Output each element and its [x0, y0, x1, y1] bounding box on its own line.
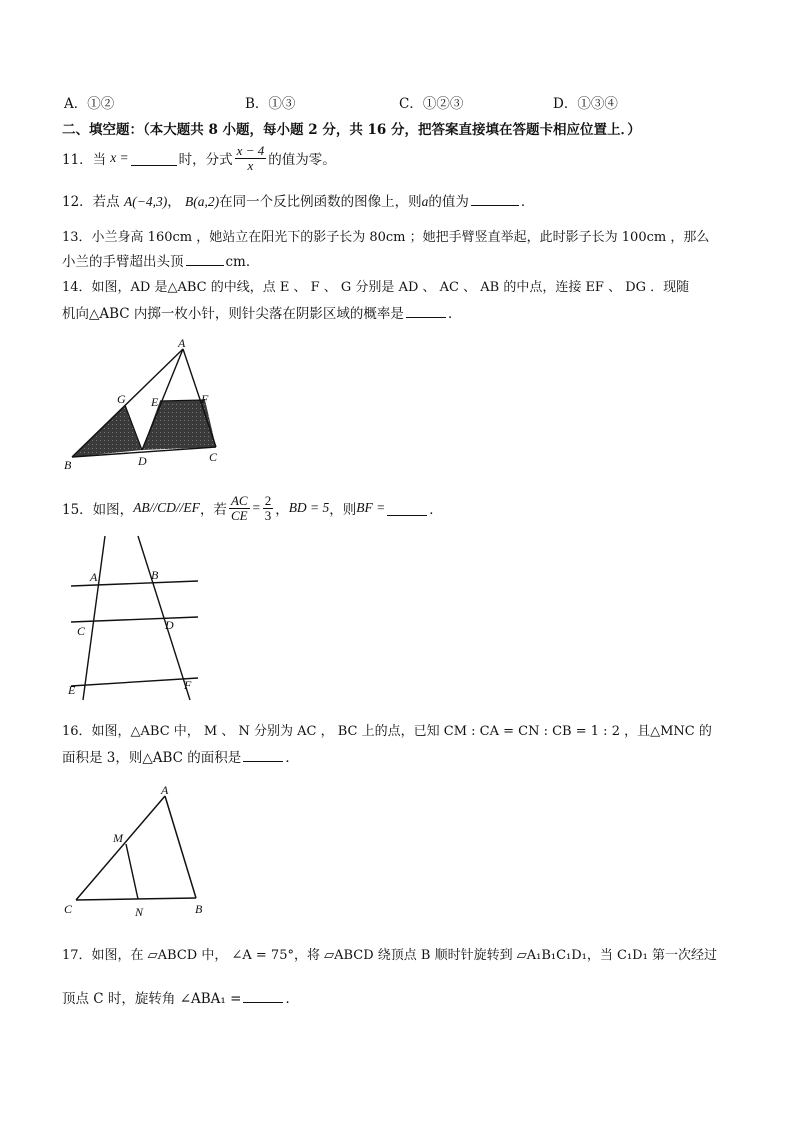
- q11-num: 11．当: [62, 152, 107, 168]
- choice-d: D．①③④: [553, 96, 618, 112]
- q13-line1: 13．小兰身高 160cm ，她站立在阳光下的影子长为 80cm ；她把手臂竖直举起，此时影子长为 100cm ，那么: [62, 230, 710, 245]
- q14-blank[interactable]: [406, 303, 446, 318]
- q15-text3: ，: [275, 502, 289, 518]
- q15-eq: =: [251, 500, 261, 515]
- label-f: F: [184, 678, 192, 692]
- q15-bf: BF =: [356, 500, 386, 515]
- q14-figure: [55, 335, 235, 475]
- q12-text1: 12．若点: [62, 194, 120, 210]
- q16-figure: [58, 778, 218, 923]
- question-12: [62, 190, 534, 210]
- side-cb: [76, 898, 196, 900]
- q11-frac-num: x − 4: [236, 142, 265, 158]
- q15-fraction: [229, 494, 250, 523]
- q11-frac-den: x: [247, 157, 254, 173]
- q11-fraction: [235, 144, 267, 173]
- label-e: E: [151, 395, 159, 409]
- section-heading: 二、填空题：（本大题共 8 小题，每小题 2 分，共 16 分，把答案直接填在答题卡相应位置上．）: [62, 122, 641, 138]
- q15-text2: ，若: [199, 502, 227, 518]
- q12-text2: 在同一个反比例函数的图像上，则: [219, 194, 422, 210]
- q12-point-a: A(−4,3): [123, 194, 168, 209]
- q15-frac-num: AC: [230, 492, 248, 508]
- q16-line1: 16．如图，△ABC 中， M 、 N 分别为 AC ， BC 上的点，已知 CM : CA = CN : CB = 1 : 2 ，且△MNC 的: [62, 724, 712, 739]
- q12-text3: 的值为: [428, 194, 469, 210]
- question-15: [62, 488, 443, 528]
- side-ab: [165, 796, 196, 898]
- q13-line2: [62, 250, 259, 270]
- label-a: A: [90, 570, 98, 584]
- label-f: F: [201, 392, 209, 406]
- q14-line2: [62, 302, 461, 322]
- q15-text4: ，则: [329, 502, 357, 518]
- q13-line2a: 小兰的手臂超出头顶: [62, 254, 184, 270]
- q15-ratio-den: 3: [264, 507, 272, 523]
- line-ef: [71, 678, 198, 686]
- q14-line1: 14．如图，AD 是△ABC 的中线，点 E 、 F 、 G 分别是 AD 、 AC 、 AB 的中点，连接 EF 、 DG ．现随: [62, 280, 690, 295]
- label-c: C: [209, 450, 218, 464]
- q13-blank[interactable]: [186, 251, 224, 266]
- label-c: C: [64, 902, 73, 916]
- q17-line2a: 顶点 C 时，旋转角 ∠ABA₁ =: [62, 991, 242, 1007]
- segment-mn: [126, 844, 138, 899]
- label-a: A: [178, 336, 186, 350]
- transversal-left: [83, 536, 105, 700]
- q12-blank[interactable]: [471, 191, 519, 206]
- q15-blank[interactable]: [387, 501, 427, 516]
- q15-frac-den: CE: [230, 507, 248, 523]
- choice-a: A．①②: [64, 96, 115, 112]
- label-d: D: [165, 618, 174, 632]
- q15-parallel: AB//CD//EF: [133, 500, 200, 515]
- q15-ratio-num: 2: [264, 492, 272, 508]
- q14-line2b: ．: [447, 306, 462, 322]
- label-b: B: [64, 458, 72, 472]
- q15-text1: 15．如图，: [62, 502, 134, 518]
- label-b: B: [151, 568, 159, 582]
- line-cd: [71, 617, 198, 622]
- q11-mid: 时，分式: [178, 152, 233, 168]
- q16-line2b: ．: [285, 750, 299, 766]
- q15-ratio: [263, 494, 274, 523]
- q12-point-b: B(a,2): [185, 194, 220, 209]
- q11-tail: 的值为零。: [268, 152, 336, 168]
- side-ca: [76, 796, 165, 900]
- q17-line2b: ．: [285, 991, 299, 1007]
- q12-var: a: [421, 194, 429, 209]
- label-d: D: [138, 454, 147, 468]
- label-m: M: [113, 831, 123, 845]
- label-b: B: [195, 902, 203, 916]
- q14-line2a: 机向△ABC 内掷一枚小针，则针尖落在阴影区域的概率是: [62, 306, 404, 322]
- q11-var: x =: [110, 150, 129, 165]
- q16-line2a: 面积是 3，则△ABC 的面积是: [62, 750, 242, 766]
- question-11: [62, 140, 336, 176]
- q15-end: ．: [429, 502, 443, 518]
- choice-b: B．①③: [245, 96, 296, 112]
- choice-c: C．①②③: [399, 96, 464, 112]
- q17-line2: [62, 987, 299, 1007]
- label-n: N: [135, 905, 144, 919]
- q16-blank[interactable]: [243, 747, 283, 762]
- q17-blank[interactable]: [243, 988, 283, 1003]
- q11-blank[interactable]: [131, 151, 177, 166]
- q15-bd: BD = 5: [288, 500, 330, 515]
- q12-end: ．: [520, 194, 535, 210]
- label-a: A: [161, 783, 169, 797]
- shaded-triangle-bgd: [72, 405, 142, 457]
- q12-sep: ，: [167, 194, 181, 210]
- label-c: C: [77, 624, 86, 638]
- q17-line1: 17．如图，在 ▱ABCD 中， ∠A = 75°，将 ▱ABCD 绕顶点 B 顺时针旋转到 ▱A₁B₁C₁D₁，当 C₁D₁ 第一次经过: [62, 948, 717, 963]
- label-e: E: [68, 683, 76, 697]
- label-g: G: [117, 392, 126, 406]
- q15-figure: [60, 534, 205, 704]
- q16-line2: [62, 746, 299, 766]
- q13-line2b: cm．: [225, 254, 260, 270]
